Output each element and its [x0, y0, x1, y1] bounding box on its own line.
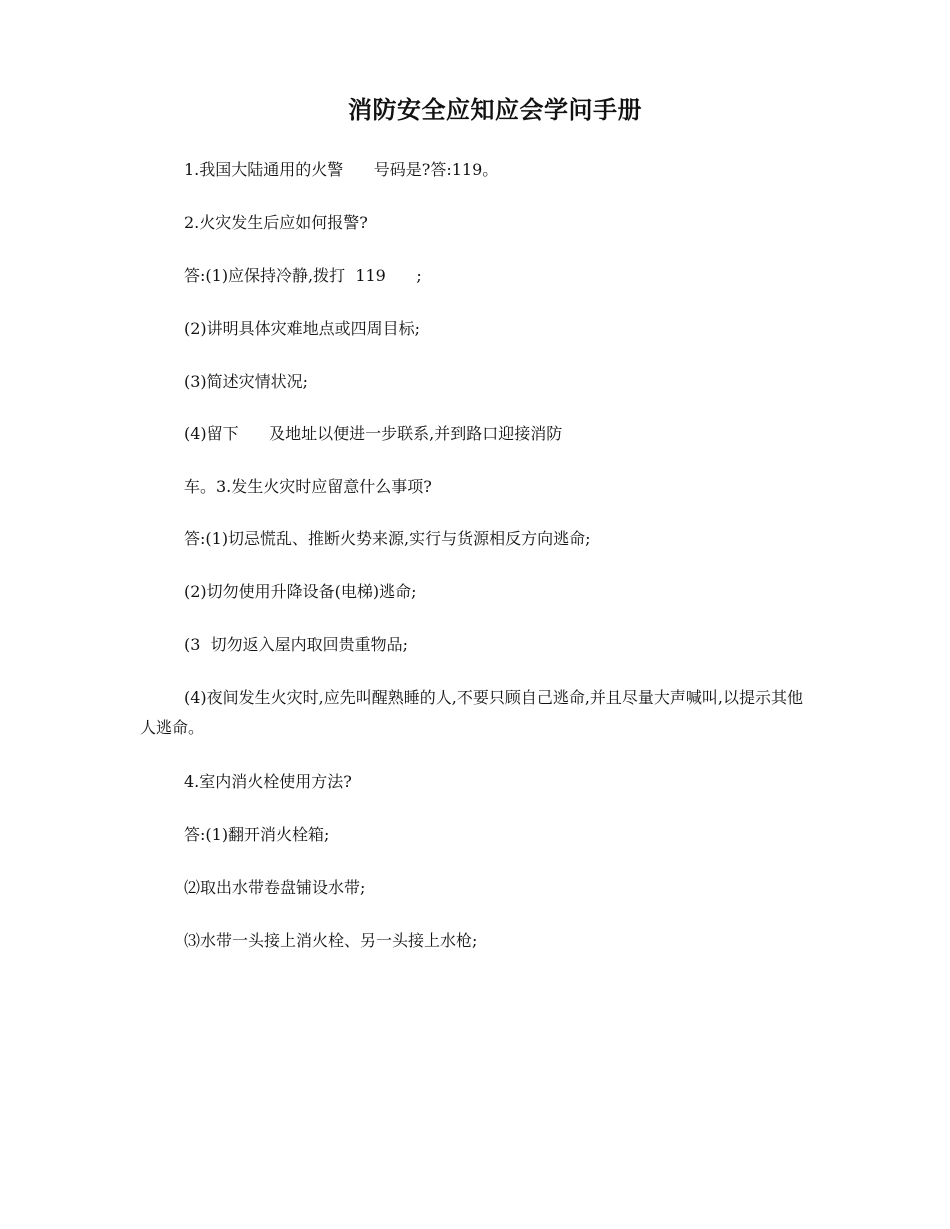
answer-2-item-1: 答:(1)应保持冷静,拨打 119 ; — [184, 266, 422, 285]
answer-4-item-2: ⑵取出水带卷盘铺设水带; — [184, 878, 366, 897]
question-1: 1.我国大陆通用的火警 号码是?答:119。 — [184, 160, 499, 179]
answer-4-item-1: 答:(1)翻开消火栓箱; — [184, 825, 330, 844]
answer-3-item-1: 答:(1)切忌慌乱、推断火势来源,实行与货源相反方向逃命; — [184, 529, 591, 548]
answer-2-item-2: (2)讲明具体灾难地点或四周目标; — [184, 319, 421, 338]
answer-3-item-3: (3 切勿返入屋内取回贵重物品; — [184, 635, 408, 654]
answer-4-item-3: ⑶水带一头接上消火栓、另一头接上水枪; — [184, 931, 478, 950]
question-4: 4.室内消火栓使用方法? — [184, 772, 352, 791]
question-2: 2.火灾发生后应如何报警? — [184, 213, 368, 232]
answer-3-item-2: (2)切勿使用升降设备(电梯)逃命; — [184, 582, 417, 601]
answer-2-item-4: (4)留下 及地址以便进一步联系,并到路口迎接消防 — [184, 424, 563, 443]
question-3: 车。3.发生火灾时应留意什么事项? — [184, 477, 432, 496]
document-title: 消防安全应知应会学问手册 — [348, 96, 642, 124]
answer-2-item-3: (3)简述灾情状况; — [184, 372, 309, 391]
answer-3-item-4: (4)夜间发生火灾时,应先叫醒熟睡的人,不要只顾自己逃命,并且尽量大声喊叫,以提示其他人逃命。 — [140, 688, 804, 737]
